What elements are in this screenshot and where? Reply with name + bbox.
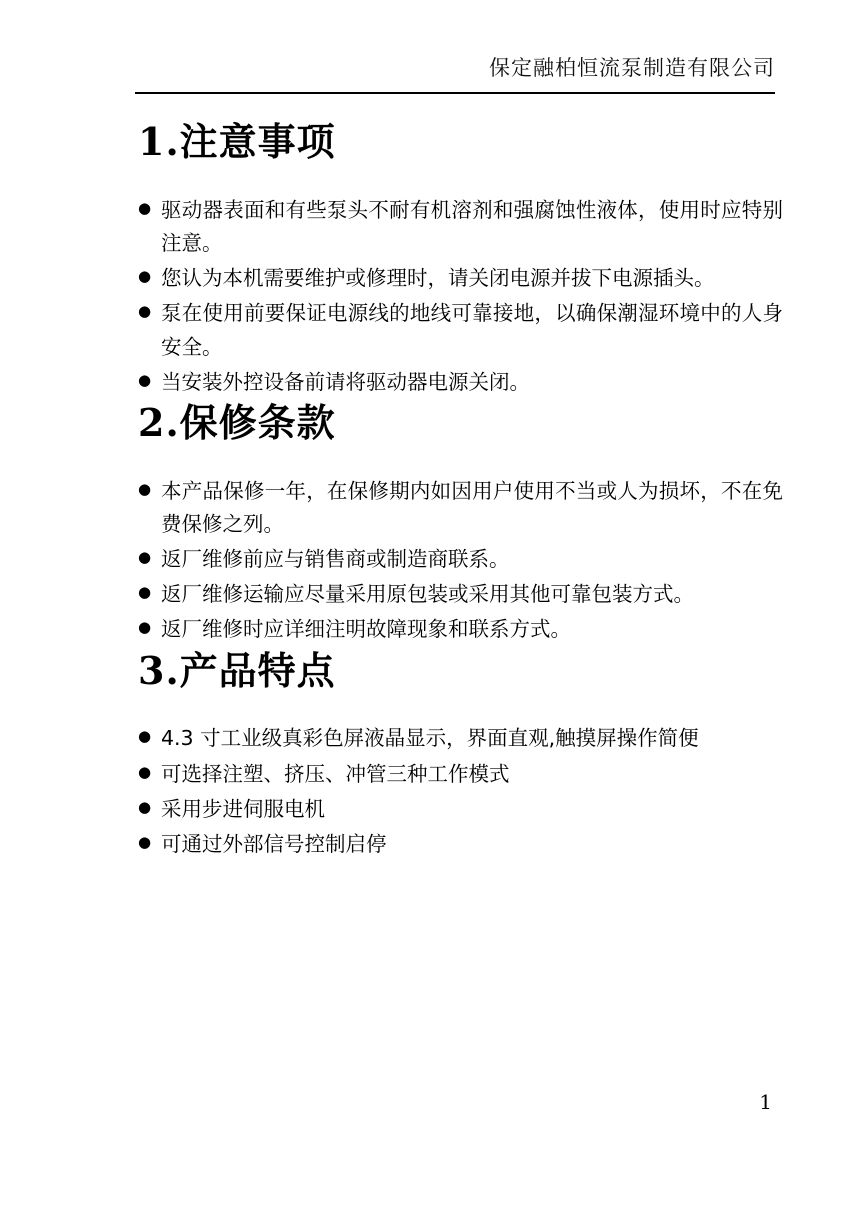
- list-item: ● 可选择注塑、挤压、冲管三种工作模式: [138, 758, 783, 791]
- bullet-list-product-features: [138, 722, 783, 861]
- header-divider: [135, 92, 775, 94]
- section-heading-product-features: 3.产品特点: [138, 647, 336, 693]
- list-item: ● 返厂维修运输应尽量采用原包装或采用其他可靠包装方式。: [138, 578, 783, 611]
- list-item: ● 您认为本机需要维护或修理时，请关闭电源并拔下电源插头。: [138, 262, 783, 295]
- list-item: ● 4.3 寸工业级真彩色屏液晶显示，界面直观,触摸屏操作简便: [138, 722, 783, 755]
- list-item: ● 当安装外控设备前请将驱动器电源关闭。: [138, 366, 783, 399]
- list-item: ● 可通过外部信号控制启停: [138, 828, 783, 861]
- list-item: ● 本产品保修一年，在保修期内如因用户使用不当或人为损坏，不在免费保修之列。: [138, 475, 783, 541]
- section-heading-precautions: 1.注意事项: [138, 119, 336, 164]
- bullet-list-warranty: [138, 475, 783, 647]
- document-body: [138, 120, 783, 863]
- bullet-list-precautions: [138, 194, 783, 399]
- page-header-company-name: 保定融柏恒流泵制造有限公司: [489, 56, 775, 80]
- page-number: 1: [759, 1090, 772, 1114]
- list-item: ● 返厂维修前应与销售商或制造商联系。: [138, 543, 783, 576]
- section-heading-warranty: 2.保修条款: [138, 399, 336, 445]
- list-item: ● 驱动器表面和有些泵头不耐有机溶剂和强腐蚀性液体，使用时应特别注意。: [138, 194, 783, 260]
- list-item: ● 泵在使用前要保证电源线的地线可靠接地，以确保潮湿环境中的人身安全。: [138, 297, 783, 363]
- list-item: ● 采用步进伺服电机: [138, 793, 783, 826]
- list-item: ● 返厂维修时应详细注明故障现象和联系方式。: [138, 613, 783, 646]
